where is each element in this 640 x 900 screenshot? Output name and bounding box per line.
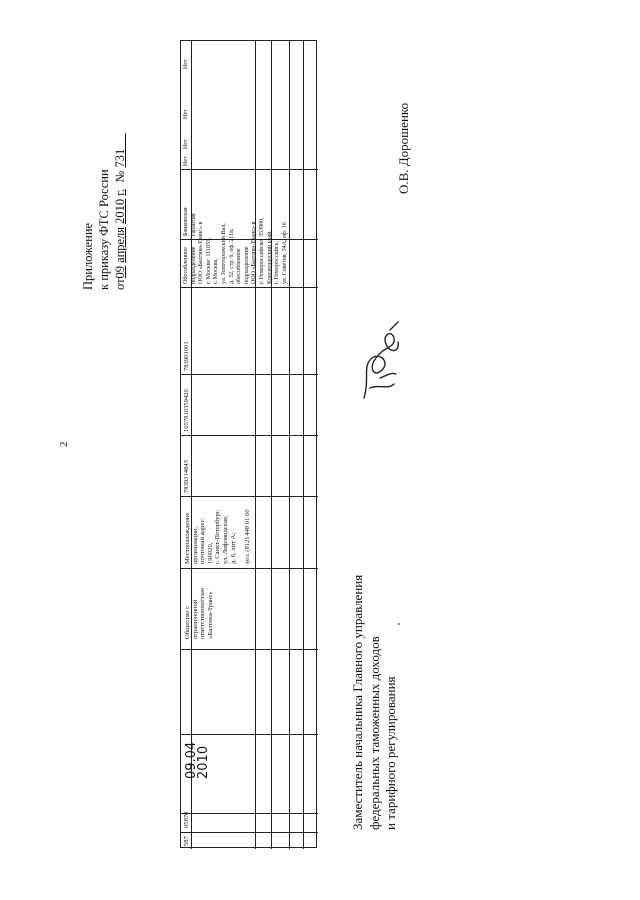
cell-date-year: 2010 [196,745,211,779]
annex-order-ref: к приказу ФТС России [97,169,111,290]
col-divider [303,41,304,849]
col-divider [191,41,192,849]
annex-month: апреля [113,226,127,263]
cell-ogrn: 1057810359420 [183,389,190,432]
cell-address: Местонахождение организации, почтовый адрес: 190020, г. Санкт-Петербург, ул. Лифляндская, д. 6, лит А; тел. (812) 448 01 60 [184,509,252,564]
annex-header [80,133,128,290]
row-divider [181,169,318,170]
annex-year: 2010 [113,198,127,224]
cell-net-1: Нет [183,156,189,166]
row-divider [181,568,318,569]
col-divider [255,41,256,849]
cell-net-4: Нет [183,59,189,69]
cell-net-2: Нет [183,139,189,149]
row-divider [181,649,318,650]
annex-title: Приложение [81,222,95,290]
cell-inn: 7839314843 [183,460,190,493]
cell-net-3: Нет [183,109,189,119]
col-divider [289,41,290,849]
annex-from: от [113,278,127,290]
signer-name: О.В. Дорошенко [396,102,411,194]
row-divider [181,435,318,436]
annex-day: 09 [113,265,127,279]
col-divider [271,41,272,849]
page-number: 2 [58,441,70,447]
cell-row-number: 587 [183,836,190,846]
cell-date-day: 09.04 [184,741,199,779]
register-table [180,40,317,848]
cell-date [186,742,210,779]
cell-code: 05870 [183,811,190,828]
cell-guarantee: Банковская гарантия [183,207,197,236]
annex-year-suffix: г. [113,188,127,196]
cell-organization: Общество с ограниченной ответственностью «Балтика-Транс» [184,587,214,639]
row-divider [181,374,318,375]
row-divider [181,287,318,288]
row-divider [181,496,318,497]
scan-speck [398,623,400,625]
handwritten-signature [360,318,404,408]
row-divider [181,832,318,833]
annex-number: 731 [113,148,127,168]
cell-kpp: 783901001 [183,341,190,371]
signer-position: Заместитель начальника Главного управления федеральных таможенных доходов и тарифного регулирования [350,574,398,830]
cell-branches: Обособленное подразделение ООО «Балтика-Транс» в г. Москве: 111033, г. Москва, ул. Золоторожский Вал, д. 32, стр. 6, оф. 211в; обособленное подразделение ООО «Балтика-Транс» в г. Новороссийске: 353900, Краснодарский край, г. Новороссийск, ул. Советов, 34А, оф. 16 [183,217,288,284]
row-divider [181,813,318,814]
annex-number-sign: № [113,170,127,183]
row-divider [181,734,318,735]
annex-date-line [112,133,128,290]
